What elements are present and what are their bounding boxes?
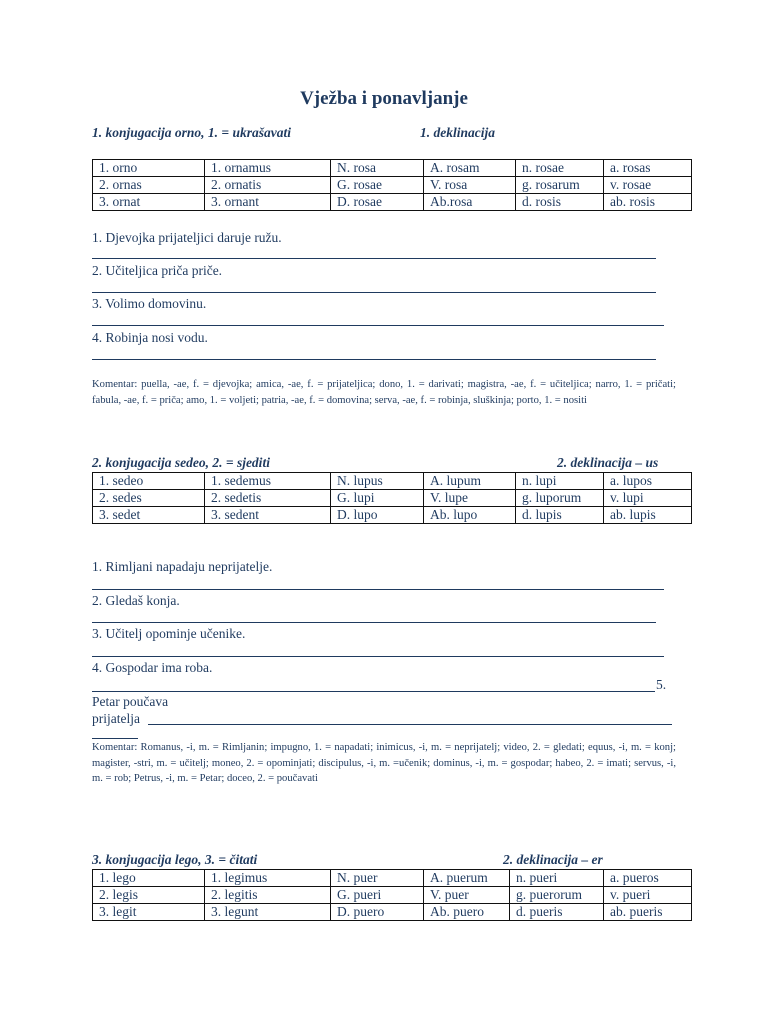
section2-sentence-4: 4. Gospodar ima roba. bbox=[92, 660, 213, 675]
section1-sentence-3: 3. Volimo domovinu. bbox=[92, 296, 207, 311]
table-cell: 1. sedemus bbox=[205, 473, 331, 490]
answer-line[interactable] bbox=[92, 589, 664, 590]
table-cell: D. rosae bbox=[331, 194, 424, 211]
table-cell: ab. lupis bbox=[604, 507, 692, 524]
section2-table bbox=[92, 472, 692, 524]
table-cell: 1. lego bbox=[93, 870, 205, 887]
sentence-number-5: 5. bbox=[656, 677, 667, 692]
table-cell: Ab. puero bbox=[424, 904, 510, 921]
table-cell: G. pueri bbox=[331, 887, 424, 904]
section1-sentence-2: 2. Učiteljica priča priče. bbox=[92, 263, 223, 278]
table-cell: v. rosae bbox=[604, 177, 692, 194]
table-cell: g. luporum bbox=[516, 490, 604, 507]
table-cell: 2. ornatis bbox=[205, 177, 331, 194]
table-cell: Ab.rosa bbox=[424, 194, 516, 211]
answer-line[interactable] bbox=[92, 622, 656, 623]
answer-line[interactable] bbox=[92, 292, 656, 293]
table-cell: 2. legitis bbox=[205, 887, 331, 904]
table-cell: 3. ornat bbox=[93, 194, 205, 211]
table-cell: ab. rosis bbox=[604, 194, 692, 211]
table-cell: 2. legis bbox=[93, 887, 205, 904]
table-cell: d. rosis bbox=[516, 194, 604, 211]
section1-sentence-1: 1. Djevojka prijateljici daruje ružu. bbox=[92, 230, 282, 245]
section1-declension-heading: 1. deklinacija bbox=[420, 125, 495, 140]
answer-line[interactable] bbox=[92, 258, 656, 259]
table-cell: 3. legunt bbox=[205, 904, 331, 921]
table-row bbox=[93, 160, 692, 177]
section2-declension-heading: 2. deklinacija – us bbox=[557, 455, 659, 470]
section2-table-body bbox=[93, 473, 692, 524]
section2-sentence-2: 2. Gledaš konja. bbox=[92, 593, 180, 608]
table-cell: 2. sedes bbox=[93, 490, 205, 507]
table-cell: n. rosae bbox=[516, 160, 604, 177]
table-row bbox=[93, 904, 692, 921]
section2-comment: Komentar: Romanus, -i, m. = Rimljanin; impugno, 1. = napadati; inimicus, -i, m. = neprijatelj; video, 2. = gledati; equus, -i, m. = konj; magister, -stri, m. = učitelj; moneo, 2. = opominjati; discipulus, -i, m. =učenik; dominus, -i, m. = gospodar; habeo, 2. = imati; servus, -i, m. = rob; Petrus, -i, m. = Petar; doceo, 2. = poučavati bbox=[92, 742, 676, 784]
answer-line[interactable] bbox=[148, 724, 672, 725]
table-cell: V. puer bbox=[424, 887, 510, 904]
table-row bbox=[93, 507, 692, 524]
answer-line[interactable] bbox=[92, 359, 656, 360]
table-cell: a. pueros bbox=[604, 870, 692, 887]
table-cell: A. lupum bbox=[424, 473, 516, 490]
section2-sentence-5-line1: Petar poučava bbox=[92, 694, 169, 709]
table-cell: D. puero bbox=[331, 904, 424, 921]
section2-sentence-5-line2: prijatelja bbox=[92, 711, 140, 726]
table-cell: 2. ornas bbox=[93, 177, 205, 194]
section2-sentence-3: 3. Učitelj opominje učenike. bbox=[92, 626, 246, 641]
table-cell: d. lupis bbox=[516, 507, 604, 524]
table-cell: A. rosam bbox=[424, 160, 516, 177]
table-cell: 3. sedent bbox=[205, 507, 331, 524]
table-row bbox=[93, 473, 692, 490]
table-cell: Ab. lupo bbox=[424, 507, 516, 524]
section1-comment: Komentar: puella, -ae, f. = djevojka; amica, -ae, f. = prijateljica; dono, 1. = darivati; magistra, -ae, f. = učiteljica; narro, 1. = pričati; fabula, -ae, f. = priča; amo, 1. = voljeti; patria, -ae, f. = domovina; serva, -ae, f. = robinja, sluškinja; porto, 1. = nositi bbox=[92, 379, 676, 406]
section2-sentence-1: 1. Rimljani napadaju neprijatelje. bbox=[92, 559, 273, 574]
table-cell: v. pueri bbox=[604, 887, 692, 904]
table-cell: 1. ornamus bbox=[205, 160, 331, 177]
table-row bbox=[93, 177, 692, 194]
table-cell: D. lupo bbox=[331, 507, 424, 524]
table-cell: N. rosa bbox=[331, 160, 424, 177]
table-cell: G. rosae bbox=[331, 177, 424, 194]
table-cell: 3. sedet bbox=[93, 507, 205, 524]
section1-table-body bbox=[93, 160, 692, 211]
table-cell: 1. sedeo bbox=[93, 473, 205, 490]
table-cell: G. lupi bbox=[331, 490, 424, 507]
answer-line[interactable] bbox=[92, 656, 664, 657]
section1-conjugation-heading: 1. konjugacija orno, 1. = ukrašavati bbox=[92, 125, 291, 140]
table-cell: V. rosa bbox=[424, 177, 516, 194]
table-cell: N. lupus bbox=[331, 473, 424, 490]
table-cell: g. rosarum bbox=[516, 177, 604, 194]
table-cell: N. puer bbox=[331, 870, 424, 887]
section3-table bbox=[92, 869, 692, 921]
table-cell: v. lupi bbox=[604, 490, 692, 507]
table-cell: a. lupos bbox=[604, 473, 692, 490]
answer-line[interactable] bbox=[92, 691, 655, 692]
table-cell: d. pueris bbox=[510, 904, 604, 921]
table-cell: A. puerum bbox=[424, 870, 510, 887]
table-cell: 3. legit bbox=[93, 904, 205, 921]
table-cell: ab. pueris bbox=[604, 904, 692, 921]
answer-line[interactable] bbox=[92, 738, 138, 739]
table-row bbox=[93, 490, 692, 507]
table-cell: V. lupe bbox=[424, 490, 516, 507]
table-cell: 3. ornant bbox=[205, 194, 331, 211]
table-row bbox=[93, 870, 692, 887]
table-row bbox=[93, 194, 692, 211]
table-cell: g. puerorum bbox=[510, 887, 604, 904]
table-cell: a. rosas bbox=[604, 160, 692, 177]
section3-table-body bbox=[93, 870, 692, 921]
table-cell: 2. sedetis bbox=[205, 490, 331, 507]
table-cell: n. lupi bbox=[516, 473, 604, 490]
answer-line[interactable] bbox=[92, 325, 664, 326]
table-row bbox=[93, 887, 692, 904]
section3-declension-heading: 2. deklinacija – er bbox=[503, 852, 603, 867]
table-cell: n. pueri bbox=[510, 870, 604, 887]
section1-table bbox=[92, 159, 692, 211]
table-cell: 1. legimus bbox=[205, 870, 331, 887]
section2-conjugation-heading: 2. konjugacija sedeo, 2. = sjediti bbox=[92, 455, 270, 470]
page-title: Vježba i ponavljanje bbox=[300, 88, 468, 109]
section1-sentence-4: 4. Robinja nosi vodu. bbox=[92, 330, 208, 345]
section3-conjugation-heading: 3. konjugacija lego, 3. = čitati bbox=[92, 852, 258, 867]
table-cell: 1. orno bbox=[93, 160, 205, 177]
